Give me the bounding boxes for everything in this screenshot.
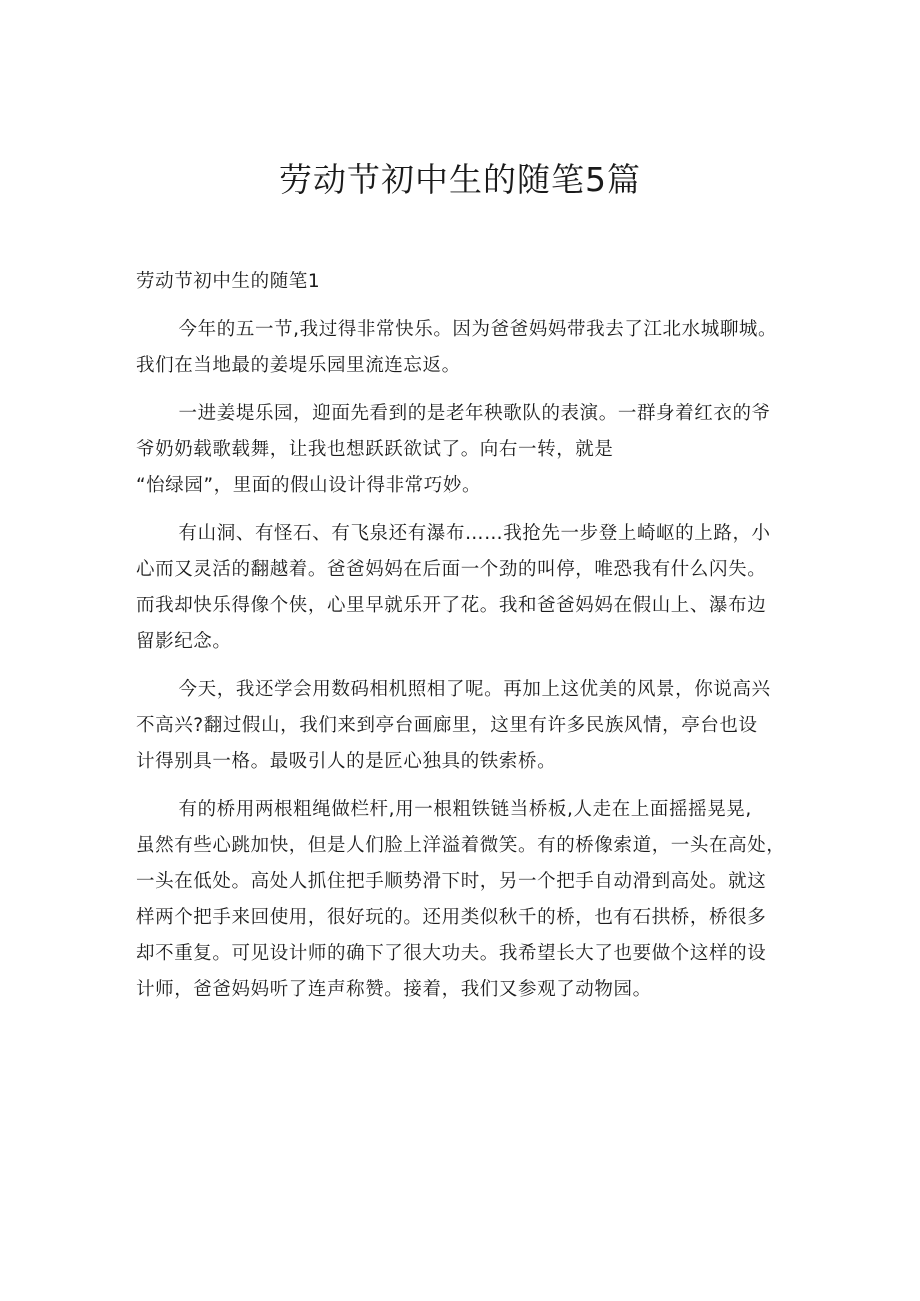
text-line: 心而又灵活的翻越着。爸爸妈妈在后面一个劲的叫停，唯恐我有什么闪失。 [136, 559, 767, 580]
paragraph-1 [136, 312, 806, 384]
text-line: 样两个把手来回使用，很好玩的。还用类似秋千的桥，也有石拱桥，桥很多 [136, 907, 767, 928]
text-line: 有的桥用两根粗绳做栏杆,用一根粗铁链当桥板,人走在上面摇摇晃晃, [178, 799, 752, 820]
text-line: 虽然有些心跳加快，但是人们脸上洋溢着微笑。有的桥像索道，一头在高处， [136, 835, 786, 856]
text-line: 爷奶奶载歌载舞，让我也想跃跃欲试了。向右一转，就是 [136, 439, 614, 460]
paragraph-2 [136, 396, 806, 504]
text-line: 今天，我还学会用数码相机照相了呢。再加上这优美的风景，你说高兴 [178, 679, 771, 700]
paragraph-5 [136, 792, 806, 1008]
text-line: 我们在当地最的姜堤乐园里流连忘返。 [136, 355, 461, 376]
text-line: 今年的五一节,我过得非常快乐。因为爸爸妈妈带我去了江北水城聊城。 [178, 319, 778, 340]
text-line: 一头在低处。高处人抓住把手顺势滑下时，另一个把手自动滑到高处。就这 [136, 871, 767, 892]
paragraph-3 [136, 516, 806, 660]
text-line: 而我却快乐得像个侠，心里早就乐开了花。我和爸爸妈妈在假山上、瀑布边 [136, 595, 767, 616]
text-line: 不高兴?翻过假山，我们来到亭台画廊里，这里有许多民族风情，亭台也设 [136, 715, 758, 736]
text-line: 计师，爸爸妈妈听了连声称赞。接着，我们又参观了动物园。 [136, 979, 652, 1000]
paragraph-4 [136, 672, 806, 780]
text-line: 一进姜堤乐园，迎面先看到的是老年秧歌队的表演。一群身着红衣的爷 [178, 403, 771, 424]
text-line: 计得别具一格。最吸引人的是匠心独具的铁索桥。 [136, 751, 557, 772]
text-line: 留影纪念。 [136, 631, 232, 652]
section-heading: 劳动节初中生的随笔1 [136, 271, 321, 292]
text-line: 却不重复。可见设计师的确下了很大功夫。我希望长大了也要做个这样的设 [136, 943, 767, 964]
text-line: 有山洞、有怪石、有飞泉还有瀑布……我抢先一步登上崎岖的上路，小 [178, 523, 771, 544]
document-title: 劳动节初中生的随笔5篇 [279, 160, 641, 199]
document-body [136, 264, 806, 1020]
text-line: “怡绿园”，里面的假山设计得非常巧妙。 [136, 475, 482, 496]
